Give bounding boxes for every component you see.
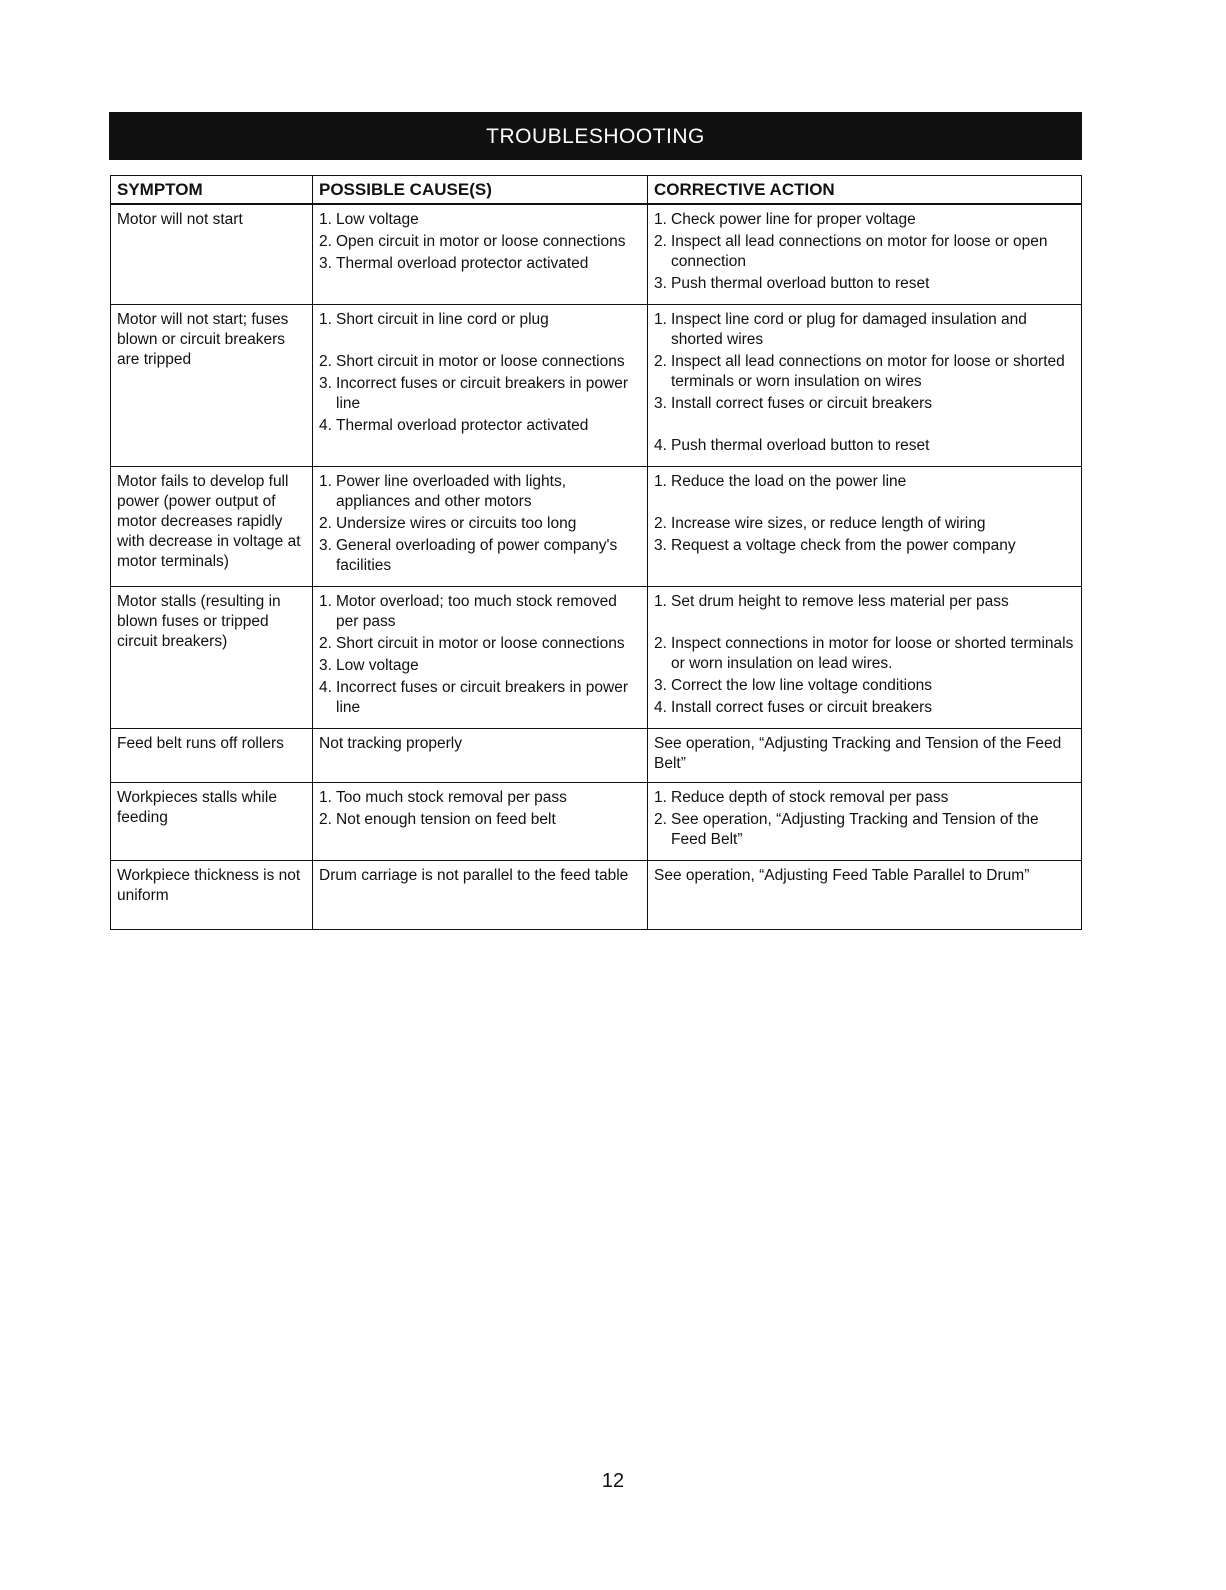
symptom-cell: Motor stalls (resulting in blown fuses or tripped circuit breakers) [111, 587, 313, 728]
action-cell [648, 305, 1080, 466]
action-cell [648, 467, 1080, 586]
item-number: 3. [319, 255, 332, 272]
list-item [654, 274, 1074, 294]
item-number: 1. [319, 593, 332, 610]
symptom-cell: Workpiece thickness is not uniform [111, 861, 313, 929]
item-number: 2. [654, 515, 667, 532]
item-text: Inspect all lead connections on motor for loose or shorted terminals or worn insulation on wires [671, 353, 1065, 390]
list-item [654, 436, 1074, 456]
item-number: 1. [654, 789, 667, 806]
item-number: 4. [319, 679, 332, 696]
table-row [111, 466, 1081, 586]
item-number: 1. [319, 211, 332, 228]
item-number: 3. [319, 657, 332, 674]
item-number: 3. [654, 677, 667, 694]
list-item [319, 472, 641, 512]
item-text: Too much stock removal per pass [336, 789, 567, 806]
item-text: Inspect connections in motor for loose or shorted terminals or worn insulation on lead wires. [671, 635, 1074, 672]
item-number: 3. [654, 395, 667, 412]
list-item [319, 310, 641, 330]
cause-cell [313, 205, 648, 304]
list-item [319, 810, 641, 830]
list-item [319, 514, 641, 534]
item-text: Reduce depth of stock removal per pass [671, 789, 949, 806]
list-item [654, 536, 1074, 556]
item-number: 1. [319, 311, 332, 328]
item-text: Open circuit in motor or loose connections [336, 233, 626, 250]
cause-cell: Not tracking properly [313, 729, 648, 782]
list-item [654, 310, 1074, 350]
item-number: 3. [654, 275, 667, 292]
item-number: 2. [654, 635, 667, 652]
symptom-cell: Workpieces stalls while feeding [111, 783, 313, 860]
item-text: Push thermal overload button to reset [671, 437, 930, 454]
list-item [319, 374, 641, 414]
item-text: Low voltage [336, 657, 419, 674]
item-text: Correct the low line voltage conditions [671, 677, 933, 694]
header-cause: POSSIBLE CAUSE(S) [313, 176, 648, 203]
item-text: Thermal overload protector activated [336, 417, 589, 434]
cause-cell [313, 467, 648, 586]
list-item [319, 416, 641, 436]
table-row [111, 782, 1081, 860]
list-item [319, 536, 641, 576]
item-text: Inspect line cord or plug for damaged insulation and shorted wires [671, 311, 1027, 348]
item-text: Motor overload; too much stock removed per pass [336, 593, 617, 630]
symptom-cell: Feed belt runs off rollers [111, 729, 313, 782]
list-item [319, 592, 641, 632]
item-number: 1. [654, 593, 667, 610]
action-cell: See operation, “Adjusting Feed Table Parallel to Drum” [654, 867, 1030, 884]
list-item [319, 254, 641, 274]
table-row [111, 304, 1081, 466]
item-text: Reduce the load on the power line [671, 473, 907, 490]
action-cell [648, 587, 1080, 728]
item-number: 2. [654, 811, 667, 828]
item-number: 1. [654, 311, 667, 328]
header-action: CORRECTIVE ACTION [654, 180, 835, 199]
item-text: Install correct fuses or circuit breakers [671, 395, 933, 412]
list-item [654, 232, 1074, 272]
item-text: Check power line for proper voltage [671, 211, 916, 228]
item-number: 3. [319, 537, 332, 554]
list-item [319, 352, 641, 372]
item-text: Increase wire sizes, or reduce length of wiring [671, 515, 986, 532]
item-text: Undersize wires or circuits too long [336, 515, 577, 532]
list-item [319, 656, 641, 676]
item-number: 4. [654, 699, 667, 716]
action-cell: See operation, “Adjusting Tracking and Tension of the Feed Belt” [654, 735, 1062, 772]
table-header-row [111, 176, 1081, 205]
item-text: Not enough tension on feed belt [336, 811, 556, 828]
item-number: 2. [654, 353, 667, 370]
symptom-cell: Motor will not start [111, 205, 313, 304]
header-symptom: SYMPTOM [111, 176, 313, 203]
list-item [319, 210, 641, 230]
list-item [654, 810, 1074, 850]
item-number: 4. [654, 437, 667, 454]
item-number: 3. [654, 537, 667, 554]
list-item [319, 232, 641, 252]
symptom-cell: Motor will not start; fuses blown or circuit breakers are tripped [111, 305, 313, 466]
table-row [111, 728, 1081, 782]
symptom-cell: Motor fails to develop full power (power output of motor decreases rapidly with decrease in voltage at motor terminals) [111, 467, 313, 586]
table-row [111, 586, 1081, 728]
list-item [654, 514, 1074, 534]
item-number: 4. [319, 417, 332, 434]
action-cell [648, 783, 1080, 860]
item-number: 1. [319, 473, 332, 490]
item-text: Short circuit in motor or loose connections [336, 635, 625, 652]
list-item [319, 788, 641, 808]
list-item [319, 678, 641, 718]
item-text: Set drum height to remove less material per pass [671, 593, 1009, 610]
list-item [654, 352, 1074, 392]
list-item [654, 592, 1074, 612]
troubleshooting-table [110, 175, 1082, 930]
item-text: Incorrect fuses or circuit breakers in power line [336, 375, 629, 412]
item-text: Short circuit in line cord or plug [336, 311, 549, 328]
cause-cell [313, 587, 648, 728]
list-item [654, 788, 1074, 808]
item-number: 1. [654, 473, 667, 490]
item-text: Install correct fuses or circuit breakers [671, 699, 933, 716]
table-row [111, 860, 1081, 929]
item-number: 3. [319, 375, 332, 392]
item-text: See operation, “Adjusting Tracking and Tension of the Feed Belt” [671, 811, 1039, 848]
list-item [654, 676, 1074, 696]
item-text: Low voltage [336, 211, 419, 228]
item-text: Push thermal overload button to reset [671, 275, 930, 292]
item-text: General overloading of power company's facilities [336, 537, 618, 574]
list-item [654, 698, 1074, 718]
list-item [319, 634, 641, 654]
item-number: 2. [319, 811, 332, 828]
cause-cell: Drum carriage is not parallel to the feed table [313, 861, 648, 929]
item-number: 2. [319, 233, 332, 250]
item-number: 2. [319, 515, 332, 532]
list-item [654, 210, 1074, 230]
list-item [654, 394, 1074, 414]
item-text: Power line overloaded with lights, appliances and other motors [336, 473, 567, 510]
list-item [654, 472, 1074, 492]
item-text: Thermal overload protector activated [336, 255, 589, 272]
banner-title: TROUBLESHOOTING [109, 112, 1082, 160]
item-text: Inspect all lead connections on motor for loose or open connection [671, 233, 1048, 270]
item-text: Incorrect fuses or circuit breakers in power line [336, 679, 629, 716]
list-item [654, 634, 1074, 674]
action-cell [648, 205, 1080, 304]
table-row [111, 205, 1081, 304]
item-number: 2. [654, 233, 667, 250]
item-text: Short circuit in motor or loose connections [336, 353, 625, 370]
cause-cell [313, 783, 648, 860]
item-text: Request a voltage check from the power company [671, 537, 1016, 554]
item-number: 2. [319, 635, 332, 652]
item-number: 1. [654, 211, 667, 228]
item-number: 1. [319, 789, 332, 806]
cause-cell [313, 305, 648, 466]
page-number: 12 [601, 1470, 625, 1492]
item-number: 2. [319, 353, 332, 370]
